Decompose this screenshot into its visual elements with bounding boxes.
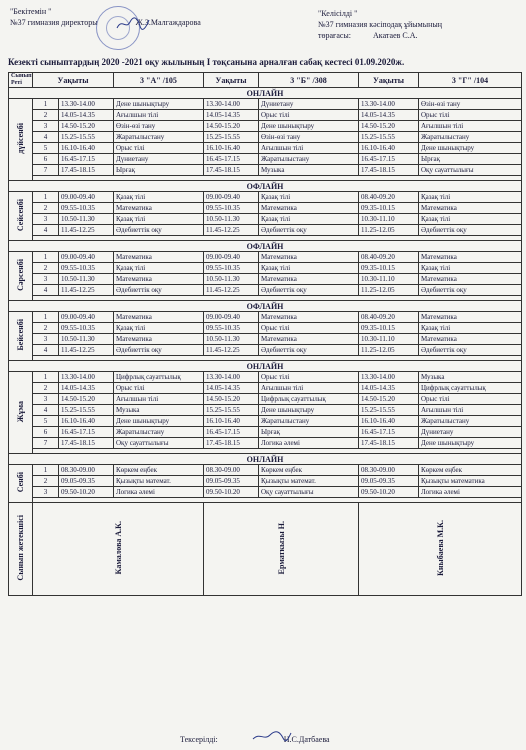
header-class-a: 3 "А" /105: [114, 73, 204, 88]
subject-a: Логика әлемі: [114, 487, 204, 498]
time-c: 09.05-09.35: [359, 476, 419, 487]
day-name: Бейсенбі: [16, 319, 25, 351]
approval-left-role: №37 гимназия директоры: [10, 18, 98, 27]
subject-c: Жаратылыстану: [419, 416, 522, 427]
time-c: 13.30-14.00: [359, 372, 419, 383]
lesson-number: 7: [33, 165, 59, 176]
time-c: 11.25-12.05: [359, 225, 419, 236]
subject-c: Дене шынықтыру: [419, 438, 522, 449]
subject-a: Музыка: [114, 405, 204, 416]
section-mode: ОФЛАЙН: [9, 301, 522, 312]
time-a: 17.45-18.15: [59, 165, 114, 176]
lesson-number: 4: [33, 405, 59, 416]
footer-label: Тексерілді:: [180, 735, 218, 744]
subject-c: Музыка: [419, 372, 522, 383]
lesson-number: 1: [33, 99, 59, 110]
subject-c: Әдебиеттік оқу: [419, 225, 522, 236]
time-c: 10.30-11.10: [359, 214, 419, 225]
table-row: [9, 323, 522, 334]
lesson-number: 3: [33, 214, 59, 225]
time-b: 09.00-09.40: [204, 192, 259, 203]
time-b: 16.45-17.15: [204, 427, 259, 438]
table-row: [9, 121, 522, 132]
day-name: Жұма: [16, 400, 25, 423]
subject-c: Қазақ тілі: [419, 214, 522, 225]
signature-icon: [116, 16, 150, 32]
lesson-number: 7: [33, 438, 59, 449]
table-row: [9, 143, 522, 154]
subject-c: Цифрлық сауаттылық: [419, 383, 522, 394]
time-c: 09.35-10.15: [359, 203, 419, 214]
table-row: [9, 394, 522, 405]
approval-right-title: "Келісілді ": [318, 9, 358, 18]
table-row: [9, 252, 522, 263]
subject-c: Ағылшын тілі: [419, 405, 522, 416]
table-row: [9, 476, 522, 487]
time-a: 11.45-12.25: [59, 345, 114, 356]
teacher-name-c: Кныбаева М.К.: [435, 520, 445, 576]
time-c: 09.35-10.15: [359, 263, 419, 274]
subject-a: Оқу сауаттылығы: [114, 438, 204, 449]
time-b: 13.30-14.00: [204, 99, 259, 110]
footer-name: Н.С.Датбаева: [283, 735, 330, 744]
section-mode-row: [9, 301, 522, 312]
time-c: 14.50-15.20: [359, 121, 419, 132]
lesson-number: 5: [33, 416, 59, 427]
approval-right-role: төрағасы:: [318, 31, 352, 40]
time-b: 14.50-15.20: [204, 121, 259, 132]
subject-b: Ағылшын тілі: [259, 143, 359, 154]
section-mode: ОНЛАЙН: [9, 361, 522, 372]
time-b: 09.00-09.40: [204, 312, 259, 323]
subject-b: Көркем еңбек: [259, 465, 359, 476]
time-a: 13.30-14.00: [59, 372, 114, 383]
table-row: [9, 263, 522, 274]
time-a: 16.10-16.40: [59, 416, 114, 427]
teacher-row: [9, 503, 522, 596]
lesson-number: 2: [33, 203, 59, 214]
time-b: 16.10-16.40: [204, 416, 259, 427]
teacher-cell-b: [204, 503, 359, 596]
time-a: 14.05-14.35: [59, 383, 114, 394]
subject-a: Қазақ тілі: [114, 263, 204, 274]
time-c: 17.45-18.15: [359, 165, 419, 176]
time-b: 14.05-14.35: [204, 383, 259, 394]
time-b: 09.55-10.35: [204, 323, 259, 334]
table-row: [9, 203, 522, 214]
teacher-cell-a: [33, 503, 204, 596]
section-mode-row: [9, 181, 522, 192]
time-c: 14.05-14.35: [359, 383, 419, 394]
subject-b: Дене шынықтыру: [259, 405, 359, 416]
header-time-a: Уақыты: [33, 73, 114, 88]
subject-b: Оқу сауаттылығы: [259, 487, 359, 498]
table-row: [9, 99, 522, 110]
subject-a: Қазақ тілі: [114, 323, 204, 334]
lesson-number: 1: [33, 252, 59, 263]
time-c: 11.25-12.05: [359, 285, 419, 296]
table-row: [9, 192, 522, 203]
section-mode: ОНЛАЙН: [9, 454, 522, 465]
subject-c: Әдебиеттік оқу: [419, 345, 522, 356]
subject-a: Әдебиеттік оқу: [114, 225, 204, 236]
subject-a: Өзін-өзі тану: [114, 121, 204, 132]
lesson-number: 2: [33, 323, 59, 334]
subject-b: Орыс тілі: [259, 372, 359, 383]
table-row: [9, 465, 522, 476]
lesson-number: 2: [33, 476, 59, 487]
table-row: [9, 487, 522, 498]
teacher-name-a: Камалова А.К.: [113, 521, 123, 575]
footer-signature-icon: [252, 730, 292, 742]
subject-b: Жаратылыстану: [259, 154, 359, 165]
subject-a: Қазақ тілі: [114, 214, 204, 225]
time-c: 16.10-16.40: [359, 143, 419, 154]
subject-b: Қазақ тілі: [259, 192, 359, 203]
lesson-number: 4: [33, 285, 59, 296]
time-a: 16.10-16.40: [59, 143, 114, 154]
lesson-number: 4: [33, 345, 59, 356]
subject-b: Орыс тілі: [259, 110, 359, 121]
subject-b: Қазақ тілі: [259, 263, 359, 274]
time-c: 09.35-10.15: [359, 323, 419, 334]
subject-b: Қызықты математ.: [259, 476, 359, 487]
subject-a: Қазақ тілі: [114, 192, 204, 203]
lesson-number: 4: [33, 132, 59, 143]
time-b: 15.25-15.55: [204, 132, 259, 143]
header-class-b: 3 "Б" /308: [259, 73, 359, 88]
lesson-number: 2: [33, 383, 59, 394]
subject-c: Жаратылыстану: [419, 132, 522, 143]
subject-c: Математика: [419, 203, 522, 214]
table-row: [9, 154, 522, 165]
subject-a: Ағылшын тілі: [114, 394, 204, 405]
approval-right-name: Акатаев С.А.: [373, 31, 418, 40]
day-name-cell: [9, 372, 33, 454]
day-name: Сенбі: [16, 472, 25, 493]
lesson-number: 2: [33, 263, 59, 274]
time-a: 15.25-15.55: [59, 132, 114, 143]
subject-c: Дене шынықтыру: [419, 143, 522, 154]
section-mode-row: [9, 454, 522, 465]
time-b: 11.45-12.25: [204, 285, 259, 296]
table-row: [9, 438, 522, 449]
time-a: 11.45-12.25: [59, 285, 114, 296]
header-class-order: [9, 73, 33, 88]
time-c: 17.45-18.15: [359, 438, 419, 449]
subject-b: Математика: [259, 312, 359, 323]
time-b: 09.50-10.20: [204, 487, 259, 498]
table-row: [9, 372, 522, 383]
time-a: 16.45-17.15: [59, 427, 114, 438]
subject-b: Ырғақ: [259, 427, 359, 438]
time-a: 09.50-10.20: [59, 487, 114, 498]
subject-a: Жаратылыстану: [114, 427, 204, 438]
time-b: 10.50-11.30: [204, 274, 259, 285]
day-name-cell: [9, 312, 33, 361]
subject-c: Математика: [419, 334, 522, 345]
time-a: 13.30-14.00: [59, 99, 114, 110]
time-b: 14.50-15.20: [204, 394, 259, 405]
approval-left-title: "Бекітемін ": [10, 7, 52, 16]
subject-a: Ағылшын тілі: [114, 110, 204, 121]
day-name: дүйсенбі: [16, 123, 25, 154]
subject-c: Орыс тілі: [419, 110, 522, 121]
subject-b: Әдебиеттік оқу: [259, 225, 359, 236]
subject-b: Цифрлық сауаттылық: [259, 394, 359, 405]
teacher-label: Сынып жетекшісі: [16, 515, 25, 581]
table-row: [9, 214, 522, 225]
table-row: [9, 225, 522, 236]
time-c: 08.30-09.00: [359, 465, 419, 476]
time-b: 10.50-11.30: [204, 214, 259, 225]
time-a: 16.45-17.15: [59, 154, 114, 165]
subject-c: Қазақ тілі: [419, 323, 522, 334]
time-c: 10.30-11.10: [359, 334, 419, 345]
time-c: 15.25-15.55: [359, 405, 419, 416]
time-b: 11.45-12.25: [204, 225, 259, 236]
subject-a: Математика: [114, 252, 204, 263]
page-title: Кезекті сыныптардың 2020 -2021 оқу жылының І тоқсанына арналған сабақ кестесі 01.09.2020ж.: [8, 57, 405, 67]
lesson-number: 3: [33, 394, 59, 405]
table-row: [9, 405, 522, 416]
subject-b: Дүниетану: [259, 99, 359, 110]
table-row: [9, 345, 522, 356]
time-a: 09.00-09.40: [59, 252, 114, 263]
subject-a: Әдебиеттік оқу: [114, 285, 204, 296]
subject-b: Жаратылыстану: [259, 416, 359, 427]
time-b: 09.55-10.35: [204, 203, 259, 214]
time-c: 13.30-14.00: [359, 99, 419, 110]
subject-a: Қызықты математ.: [114, 476, 204, 487]
subject-b: Өзін-өзі тану: [259, 132, 359, 143]
header-time-b: Уақыты: [204, 73, 259, 88]
time-b: 16.10-16.40: [204, 143, 259, 154]
subject-c: Математика: [419, 252, 522, 263]
lesson-number: 2: [33, 110, 59, 121]
header-time-c: Уақыты: [359, 73, 419, 88]
subject-a: Цифрлық сауаттылық: [114, 372, 204, 383]
time-b: 17.45-18.15: [204, 165, 259, 176]
table-row: [9, 383, 522, 394]
time-c: 14.50-15.20: [359, 394, 419, 405]
section-mode-row: [9, 241, 522, 252]
table-row: [9, 416, 522, 427]
time-c: 08.40-09.20: [359, 192, 419, 203]
time-b: 17.45-18.15: [204, 438, 259, 449]
table-row: [9, 312, 522, 323]
time-c: 16.45-17.15: [359, 427, 419, 438]
header-order-label: Реті: [11, 80, 22, 86]
day-name: Сейсенбі: [16, 198, 25, 232]
subject-c: Қазақ тілі: [419, 192, 522, 203]
subject-a: Математика: [114, 274, 204, 285]
time-a: 11.45-12.25: [59, 225, 114, 236]
approval-right: [318, 8, 523, 41]
subject-c: Дүниетану: [419, 427, 522, 438]
time-c: 11.25-12.05: [359, 345, 419, 356]
time-b: 15.25-15.55: [204, 405, 259, 416]
time-a: 10.50-11.30: [59, 334, 114, 345]
lesson-number: 6: [33, 427, 59, 438]
subject-c: Көркем еңбек: [419, 465, 522, 476]
day-name-cell: [9, 465, 33, 503]
table-row: [9, 334, 522, 345]
approval-right-position: [318, 30, 523, 41]
time-c: 10.30-11.10: [359, 274, 419, 285]
time-c: 08.40-09.20: [359, 252, 419, 263]
subject-a: Орыс тілі: [114, 143, 204, 154]
time-a: 14.50-15.20: [59, 394, 114, 405]
time-b: 16.45-17.15: [204, 154, 259, 165]
subject-a: Математика: [114, 203, 204, 214]
time-a: 09.05-09.35: [59, 476, 114, 487]
subject-b: Математика: [259, 203, 359, 214]
time-b: 11.45-12.25: [204, 345, 259, 356]
time-a: 14.50-15.20: [59, 121, 114, 132]
time-b: 09.55-10.35: [204, 263, 259, 274]
approval-right-org: №37 гимназия кәсіподақ ұйымының: [318, 20, 443, 29]
subject-a: Математика: [114, 334, 204, 345]
subject-b: Логика әлемі: [259, 438, 359, 449]
time-a: 09.55-10.35: [59, 323, 114, 334]
time-b: 09.00-09.40: [204, 252, 259, 263]
lesson-number: 6: [33, 154, 59, 165]
table-row: [9, 165, 522, 176]
lesson-number: 1: [33, 192, 59, 203]
subject-c: Математика: [419, 274, 522, 285]
section-mode-row: [9, 88, 522, 99]
subject-a: Көркем еңбек: [114, 465, 204, 476]
table-row: [9, 132, 522, 143]
time-a: 09.00-09.40: [59, 192, 114, 203]
lesson-number: 1: [33, 312, 59, 323]
subject-b: Ағылшын тілі: [259, 383, 359, 394]
subject-b: Дене шынықтыру: [259, 121, 359, 132]
subject-a: Математика: [114, 312, 204, 323]
subject-b: Орыс тілі: [259, 323, 359, 334]
teacher-cell-c: [359, 503, 522, 596]
teacher-name-b: Ерматкызы Н.: [276, 521, 286, 575]
table-row: [9, 110, 522, 121]
table-header-row: [9, 73, 522, 88]
table-row: [9, 285, 522, 296]
lesson-number: 3: [33, 487, 59, 498]
subject-c: Ырғақ: [419, 154, 522, 165]
time-c: 16.10-16.40: [359, 416, 419, 427]
subject-a: Ырғақ: [114, 165, 204, 176]
time-b: 13.30-14.00: [204, 372, 259, 383]
table-row: [9, 274, 522, 285]
schedule-table: [8, 72, 522, 596]
time-c: 09.50-10.20: [359, 487, 419, 498]
subject-a: Орыс тілі: [114, 383, 204, 394]
subject-c: Қызықты математика: [419, 476, 522, 487]
subject-a: Жаратылыстану: [114, 132, 204, 143]
time-a: 10.50-11.30: [59, 274, 114, 285]
section-mode: ОФЛАЙН: [9, 181, 522, 192]
teacher-label-cell: [9, 503, 33, 596]
lesson-number: 1: [33, 465, 59, 476]
subject-c: Математика: [419, 312, 522, 323]
subject-b: Қазақ тілі: [259, 214, 359, 225]
subject-c: Әдебиеттік оқу: [419, 285, 522, 296]
subject-c: Оқу сауаттылығы: [419, 165, 522, 176]
subject-a: Дене шынықтыру: [114, 99, 204, 110]
time-a: 09.55-10.35: [59, 263, 114, 274]
subject-c: Логика әлемі: [419, 487, 522, 498]
subject-b: Әдебиеттік оқу: [259, 345, 359, 356]
lesson-number: 1: [33, 372, 59, 383]
time-c: 15.25-15.55: [359, 132, 419, 143]
day-name-cell: [9, 99, 33, 181]
subject-b: Математика: [259, 274, 359, 285]
time-b: 10.50-11.30: [204, 334, 259, 345]
time-b: 14.05-14.35: [204, 110, 259, 121]
section-mode: ОФЛАЙН: [9, 241, 522, 252]
lesson-number: 3: [33, 334, 59, 345]
time-c: 08.40-09.20: [359, 312, 419, 323]
approval-left-name: Ж.З.Малгаждарова: [135, 18, 201, 27]
time-a: 09.55-10.35: [59, 203, 114, 214]
time-c: 16.45-17.15: [359, 154, 419, 165]
lesson-number: 3: [33, 274, 59, 285]
subject-c: Орыс тілі: [419, 394, 522, 405]
subject-c: Қазақ тілі: [419, 263, 522, 274]
time-b: 08.30-09.00: [204, 465, 259, 476]
header-class-label: Сынып: [11, 73, 32, 79]
lesson-number: 3: [33, 121, 59, 132]
time-a: 08.30-09.00: [59, 465, 114, 476]
day-name-cell: [9, 192, 33, 241]
subject-b: Әдебиеттік оқу: [259, 285, 359, 296]
time-a: 14.05-14.35: [59, 110, 114, 121]
section-mode: ОНЛАЙН: [9, 88, 522, 99]
day-name-cell: [9, 252, 33, 301]
table-row: [9, 427, 522, 438]
subject-c: Ағылшын тілі: [419, 121, 522, 132]
time-a: 09.00-09.40: [59, 312, 114, 323]
subject-b: Математика: [259, 334, 359, 345]
time-a: 15.25-15.55: [59, 405, 114, 416]
subject-b: Математика: [259, 252, 359, 263]
subject-b: Музыка: [259, 165, 359, 176]
subject-c: Өзін-өзі тану: [419, 99, 522, 110]
header-class-c: 3 "Г" /104: [419, 73, 522, 88]
section-mode-row: [9, 361, 522, 372]
time-c: 14.05-14.35: [359, 110, 419, 121]
day-name: Сәрсенбі: [16, 259, 25, 291]
time-b: 09.05-09.35: [204, 476, 259, 487]
subject-a: Дене шынықтыру: [114, 416, 204, 427]
time-a: 10.50-11.30: [59, 214, 114, 225]
time-a: 17.45-18.15: [59, 438, 114, 449]
lesson-number: 5: [33, 143, 59, 154]
subject-a: Әдебиеттік оқу: [114, 345, 204, 356]
subject-a: Дүниетану: [114, 154, 204, 165]
lesson-number: 4: [33, 225, 59, 236]
